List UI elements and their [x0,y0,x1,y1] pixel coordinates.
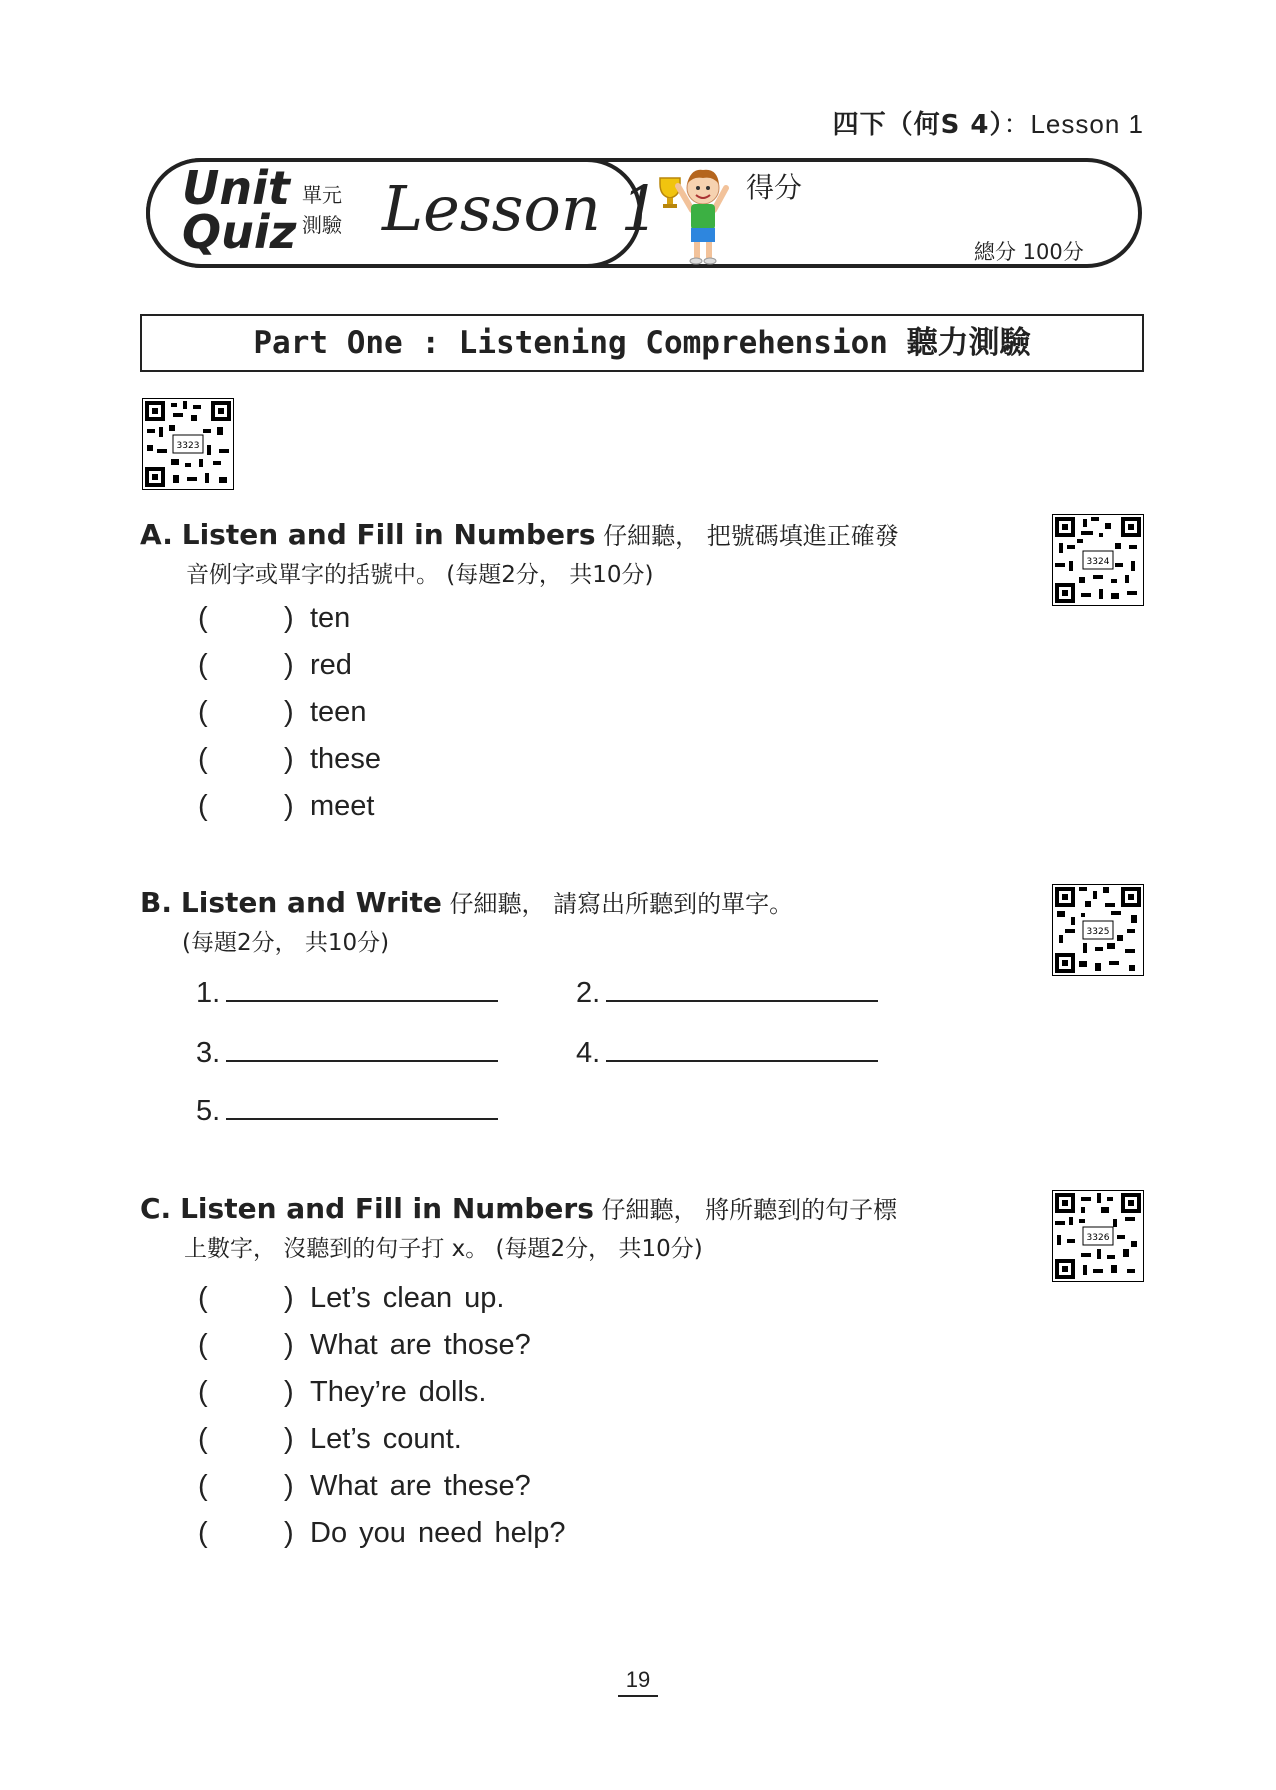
answer-paren-open[interactable]: ( [198,743,208,775]
page-number-text: 19 [618,1667,658,1697]
answer-paren-close: ) [284,649,294,681]
qr-code-icon[interactable] [142,398,234,490]
section-c-title-en: Listen and Fill in Numbers [180,1192,594,1225]
section-b-subtitle: (每題2分， 共10分) [182,930,390,956]
answer-line[interactable] [226,1036,498,1062]
answer-paren-open[interactable]: ( [198,696,208,728]
grade-label: 四下 [832,110,887,140]
item-sentence: Let’s count. [310,1423,462,1455]
answer-line[interactable] [606,976,878,1002]
page-number [0,1667,1276,1697]
answer-paren-open[interactable]: ( [198,1376,208,1408]
blank-number: 4. [576,1037,601,1069]
section-a-subtitle: 音例字或單字的括號中。 (每題2分， 共10分) [186,562,654,588]
answer-paren-open[interactable]: ( [198,1282,208,1314]
write-blank [196,976,498,1010]
answer-paren-close: ) [284,696,294,728]
section-b-heading [140,884,793,919]
item-sentence: What are those? [310,1329,531,1361]
write-blank [576,1036,878,1070]
unit-word: Unit [182,161,290,215]
quiz-word: Quiz [182,205,297,259]
unit-zh: 單元 [302,183,342,207]
header-lesson-label [833,104,1144,141]
answer-line[interactable] [226,1094,498,1120]
answer-paren-open[interactable]: ( [198,1423,208,1455]
item-word: teen [310,696,367,728]
answer-paren-close: ) [284,743,294,775]
answer-paren-close: ) [284,1470,294,1502]
section-a-letter: A. [140,518,173,551]
qr-code-icon[interactable] [1052,514,1144,606]
lesson-title: Lesson 1 [382,172,660,245]
write-blank [576,976,878,1010]
item-sentence: They’re dolls. [310,1376,487,1408]
qr-code-number: 3324 [1086,557,1110,567]
total-score-label: 總分 100分 [974,240,1084,264]
section-b-title-en: Listen and Write [180,886,442,919]
blank-number: 3. [196,1037,221,1069]
section-c-subtitle: 上數字， 沒聽到的句子打 x。 (每題2分， 共10分) [184,1236,703,1262]
section-a-title-zh: 仔細聽， 把號碼填進正確發 [595,522,899,550]
qr-code-number: 3323 [176,441,200,451]
item-word: these [310,743,381,775]
write-blank [196,1036,498,1070]
section-a-title-en: Listen and Fill in Numbers [181,518,596,551]
header-lesson: Lesson 1 [1030,109,1144,139]
answer-paren-close: ) [284,1329,294,1361]
section-c-title-zh: 仔細聽， 將所聽到的句子標 [593,1196,898,1224]
qr-code-icon[interactable] [1052,884,1144,976]
unit-quiz-zh [302,180,342,240]
qr-code-number: 3325 [1086,927,1110,937]
score-label: 得分 [746,171,803,204]
answer-paren-close: ) [284,602,294,634]
qr-code-icon[interactable] [1052,1190,1144,1282]
section-c-heading [140,1190,897,1225]
item-word: ten [310,602,351,634]
part-one-title: Part One : Listening Comprehension 聽力測驗 [253,325,1031,361]
edition-label: （何S 4） [886,110,1004,140]
item-sentence: What are these? [310,1470,531,1502]
answer-paren-close: ) [284,1517,294,1549]
answer-paren-close: ) [284,1376,294,1408]
section-b-letter: B. [140,886,172,919]
qr-code-number: 3326 [1086,1233,1110,1243]
section-b-title-zh: 仔細聽， 請寫出所聽到的單字。 [441,890,794,918]
part-one-box [140,314,1144,372]
answer-line[interactable] [226,976,498,1002]
write-blank [196,1094,498,1128]
item-word: meet [310,790,375,822]
answer-line[interactable] [606,1036,878,1062]
answer-paren-open[interactable]: ( [198,1329,208,1361]
answer-paren-close: ) [284,1282,294,1314]
header-colon: ： [1003,110,1031,140]
item-sentence: Let’s clean up. [310,1282,505,1314]
section-a-heading [140,516,899,551]
answer-paren-open[interactable]: ( [198,1470,208,1502]
blank-number: 5. [196,1095,221,1127]
boy-trophy-icon [656,160,746,268]
answer-paren-open[interactable]: ( [198,602,208,634]
quiz-zh: 測驗 [302,213,342,237]
item-sentence: Do you need help? [310,1517,566,1549]
answer-paren-open[interactable]: ( [198,790,208,822]
answer-paren-open[interactable]: ( [198,649,208,681]
item-word: red [310,649,352,681]
answer-paren-close: ) [284,790,294,822]
blank-number: 1. [196,977,221,1009]
answer-paren-close: ) [284,1423,294,1455]
blank-number: 2. [576,977,601,1009]
section-c-letter: C. [140,1192,172,1225]
answer-paren-open[interactable]: ( [198,1517,208,1549]
unit-quiz-title [182,161,297,259]
